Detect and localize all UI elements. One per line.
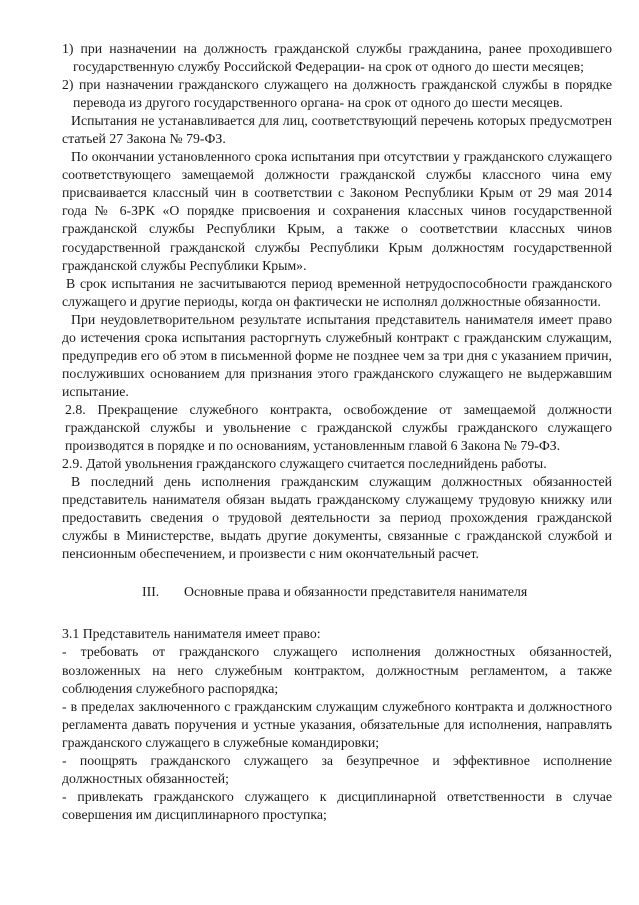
probation-exemption-paragraph: Испытания не устанавливается для лиц, соответствующий перечень которых предусмотрен статьей 27 Закона № 79-ФЗ.: [62, 113, 612, 147]
unsatisfactory-result-paragraph: При неудовлетворительном результате испытания представитель нанимателя имеет право до истечения срока испытания расторгнуть служебный контракт с гражданским служащим, предупредив его об этом в письменной форме не позднее чем за три дня с указанием причин, послуживших основанием для признания этого гражданского служащего не выдержавшим испытание.: [62, 311, 612, 399]
last-working-day-paragraph: В последний день исполнения гражданским служащим должностных обязанностей представитель нанимателя обязан выдать гражданскому служащему трудовую книжку или предоставить сведения о трудовой деятельности за период прохождения гражданской службы в Министерстве, выдать другие документы, связанные с гражданской службой и пенсионным обеспечением, и произвести с ним окончательный расчет.: [62, 474, 612, 562]
class-rank-paragraph: По окончании установленного срока испытания при отсутствии у гражданского служащего соответствующего замещаемой должности гражданской службы классного чина ему присваивается классный чин в соответствии с Законом Республики Крым от 29 мая 2014 года № 6-ЗРК «О порядке присвоения и сохранения классных чинов государственной гражданской службы Республики Крым, а также о соответствии классных чинов государственной гражданской службы Республики Крым должностям государственной гражданской службы Республики Крым».: [62, 149, 612, 273]
document-page: [62, 40, 612, 824]
section-3-heading: [62, 583, 612, 601]
rights-list-item: - поощрять гражданского служащего за безупречное и эффективное исполнение должностных обязанностей;: [62, 752, 612, 786]
rights-list-item: - требовать от гражданского служащего исполнения должностных обязанностей, возложенных на него служебным контрактом, должностным регламентом, а также соблюдения служебного распорядка;: [62, 644, 612, 696]
probation-term-item-1: 1) при назначении на должность гражданской службы гражданина, ранее проходившего государственную службу Российской Федерации- на срок от одного до шести месяцев;: [62, 41, 612, 75]
section-title: Основные права и обязанности представителя нанимателя: [184, 584, 528, 600]
rights-list-item: - в пределах заключенного с гражданским служащим служебного контракта и должностного регламента давать поручения и устные указания, обязательные для исполнения, направлять гражданского служащего в служебные командировки;: [62, 698, 612, 750]
probation-excluded-periods-paragraph: В срок испытания не засчитываются период временной нетрудоспособности гражданского служащего и другие периоды, когда он фактически не исполнял должностные обязанности.: [62, 275, 612, 309]
section-number: III.: [142, 584, 160, 600]
clause-2-9: 2.9. Датой увольнения гражданского служащего считается последнийдень работы.: [62, 456, 547, 472]
rights-intro: 3.1 Представитель нанимателя имеет право:: [62, 626, 321, 642]
probation-term-item-2: 2) при назначении гражданского служащего на должность гражданской службы в порядке перевода из другого государственного органа- на срок от одного до шести месяцев.: [62, 77, 612, 111]
rights-list-item: - привлекать гражданского служащего к дисциплинарной ответственности в случае совершения им дисциплинарного проступка;: [62, 788, 612, 822]
clause-2-8: 2.8. Прекращение служебного контракта, освобождение от замещаемой должности гражданской службы и увольнение с гражданской службы гражданского служащего производятся в порядке и по основаниям, установленным главой 6 Закона № 79-ФЗ.: [65, 401, 612, 454]
